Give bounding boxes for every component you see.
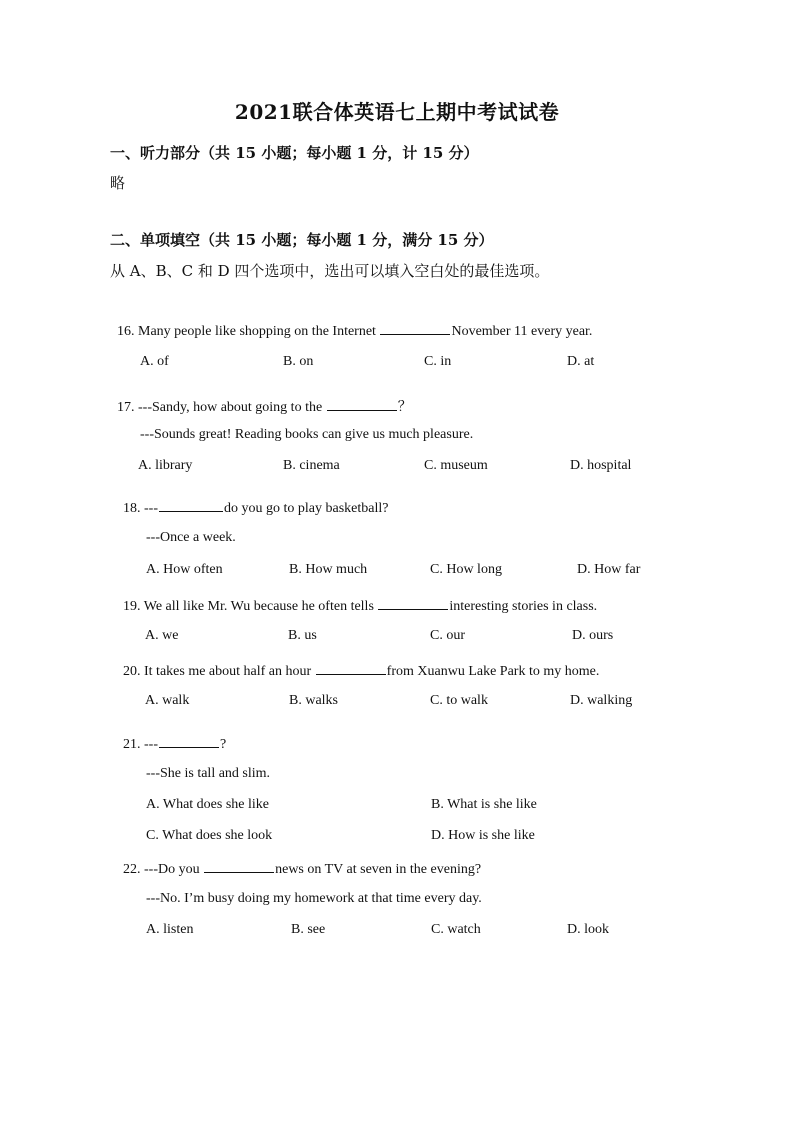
question-22	[123, 860, 481, 878]
option-d: D. look	[567, 922, 609, 937]
option-a: A. walk	[145, 693, 190, 708]
option-b: B. How much	[289, 562, 368, 577]
question-text-before: It takes me about half an hour	[144, 664, 315, 679]
option-b: B. see	[291, 922, 326, 937]
question-number: 18.	[123, 501, 141, 516]
option-c: C. in	[424, 354, 452, 369]
question-text-after: do you go to play basketball?	[224, 501, 389, 516]
question-text-before: ---Sandy, how about going to the	[138, 400, 326, 415]
option-c: C. How long	[430, 562, 502, 577]
option-a: A. How often	[146, 562, 223, 577]
answer-blank	[327, 398, 397, 411]
section-2-heading: 二、单项填空（共 15 小题；每小题 1 分，满分 15 分）	[110, 231, 494, 249]
option-d: D. at	[567, 354, 595, 369]
question-18-line-2: ---Once a week.	[146, 530, 236, 545]
option-b: B. walks	[289, 693, 338, 708]
question-text-before: ---Do you	[144, 862, 204, 877]
question-text-before: ---	[144, 737, 158, 752]
question-text-before: ---	[144, 501, 158, 516]
question-number: 20.	[123, 664, 141, 679]
question-number: 19.	[123, 599, 141, 614]
question-19	[123, 597, 597, 615]
section-2-instruction: 从 A、B、C 和 D 四个选项中，选出可以填入空白处的最佳选项。	[110, 262, 550, 280]
option-c: C. to walk	[430, 693, 488, 708]
question-text-after: ?	[220, 737, 227, 752]
option-c: C. What does she look	[146, 828, 273, 843]
option-b: B. What is she like	[431, 797, 537, 812]
answer-blank	[380, 322, 450, 335]
option-a: A. we	[145, 628, 179, 643]
option-c: C. museum	[424, 458, 488, 473]
option-b: B. on	[283, 354, 314, 369]
question-text-after: interesting stories in class.	[449, 599, 598, 614]
option-a: A. listen	[146, 922, 194, 937]
question-number: 17.	[117, 400, 135, 415]
question-20	[123, 662, 599, 680]
option-b: B. us	[288, 628, 317, 643]
question-22-line-2: ---No. I’m busy doing my homework at that time every day.	[146, 891, 482, 906]
section-1-heading: 一、听力部分（共 15 小题；每小题 1 分，计 15 分）	[110, 144, 479, 162]
question-18	[123, 499, 388, 517]
option-c: C. our	[430, 628, 465, 643]
option-d: D. How is she like	[431, 828, 535, 843]
question-number: 22.	[123, 862, 141, 877]
section-1-note: 略	[110, 174, 126, 192]
question-17	[117, 396, 412, 416]
answer-blank	[159, 735, 219, 748]
question-text-after: ？	[397, 400, 412, 415]
option-c: C. watch	[431, 922, 481, 937]
option-d: D. ours	[572, 628, 614, 643]
question-text-after: news on TV at seven in the evening?	[275, 862, 482, 877]
question-17-line-2: ---Sounds great! Reading books can give us much pleasure.	[140, 427, 474, 442]
option-a: A. library	[138, 458, 193, 473]
question-text-before: Many people like shopping on the Internet	[138, 324, 380, 339]
question-text-after: from Xuanwu Lake Park to my home.	[386, 664, 600, 679]
answer-blank	[316, 662, 386, 675]
question-21-line-2: ---She is tall and slim.	[146, 766, 271, 781]
page-title: 2021联合体英语七上期中考试试卷	[234, 100, 560, 124]
option-d: D. hospital	[570, 458, 632, 473]
answer-blank	[378, 597, 448, 610]
option-d: D. How far	[577, 562, 641, 577]
question-number: 21.	[123, 737, 141, 752]
answer-blank	[204, 860, 274, 873]
option-a: A. of	[140, 354, 169, 369]
question-21	[123, 735, 226, 753]
question-16	[117, 322, 592, 340]
option-b: B. cinema	[283, 458, 340, 473]
question-number: 16.	[117, 324, 135, 339]
question-text-after: November 11 every year.	[451, 324, 593, 339]
option-a: A. What does she like	[146, 797, 269, 812]
answer-blank	[159, 499, 223, 512]
question-text-before: We all like Mr. Wu because he often tells	[143, 599, 378, 614]
option-d: D. walking	[570, 693, 633, 708]
